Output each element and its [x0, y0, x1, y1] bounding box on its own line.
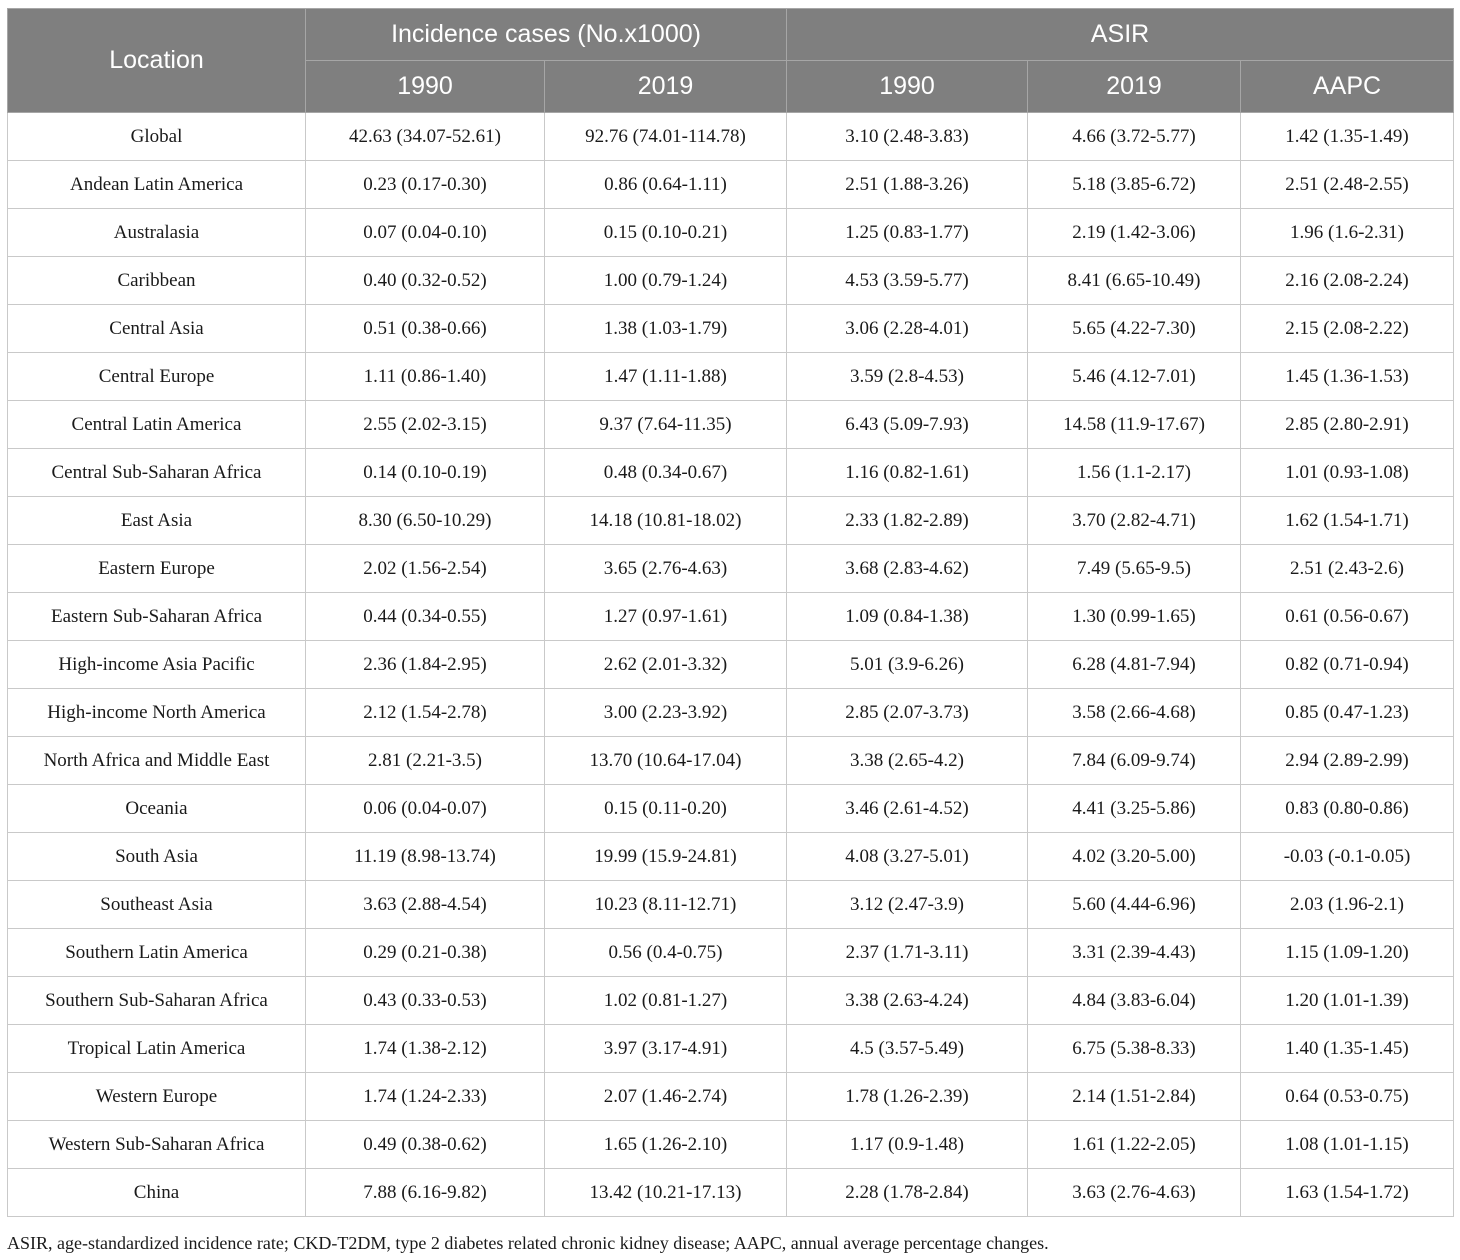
- aapc-cell: 1.42 (1.35-1.49): [1241, 113, 1454, 161]
- aapc-cell: 2.51 (2.43-2.6): [1241, 545, 1454, 593]
- table-header: [8, 9, 1454, 113]
- asir-1990-cell: 3.12 (2.47-3.9): [787, 881, 1028, 929]
- aapc-cell: 1.45 (1.36-1.53): [1241, 353, 1454, 401]
- incidence-2019-cell: 10.23 (8.11-12.71): [545, 881, 787, 929]
- incidence-2019-cell: 0.56 (0.4-0.75): [545, 929, 787, 977]
- aapc-cell: 2.15 (2.08-2.22): [1241, 305, 1454, 353]
- incidence-1990-cell: 2.12 (1.54-2.78): [306, 689, 545, 737]
- incidence-1990-cell: 3.63 (2.88-4.54): [306, 881, 545, 929]
- asir-2019-cell: 6.75 (5.38-8.33): [1028, 1025, 1241, 1073]
- incidence-2019-cell: 13.42 (10.21-17.13): [545, 1169, 787, 1217]
- asir-1990-cell: 3.59 (2.8-4.53): [787, 353, 1028, 401]
- table-row: [8, 881, 1454, 929]
- table-row: [8, 977, 1454, 1025]
- asir-2019-cell: 4.02 (3.20-5.00): [1028, 833, 1241, 881]
- table-body: [8, 113, 1454, 1217]
- incidence-1990-cell: 2.81 (2.21-3.5): [306, 737, 545, 785]
- location-cell: Oceania: [8, 785, 306, 833]
- location-cell: Southern Latin America: [8, 929, 306, 977]
- asir-1990-cell: 2.28 (1.78-2.84): [787, 1169, 1028, 1217]
- table-row: [8, 785, 1454, 833]
- header-asir-1990: 1990: [787, 61, 1028, 113]
- aapc-cell: 1.20 (1.01-1.39): [1241, 977, 1454, 1025]
- table-row: [8, 641, 1454, 689]
- asir-1990-cell: 3.68 (2.83-4.62): [787, 545, 1028, 593]
- incidence-2019-cell: 1.65 (1.26-2.10): [545, 1121, 787, 1169]
- location-cell: Western Sub-Saharan Africa: [8, 1121, 306, 1169]
- table-row: [8, 689, 1454, 737]
- table-row: [8, 545, 1454, 593]
- aapc-cell: 2.94 (2.89-2.99): [1241, 737, 1454, 785]
- asir-1990-cell: 2.85 (2.07-3.73): [787, 689, 1028, 737]
- incidence-2019-cell: 13.70 (10.64-17.04): [545, 737, 787, 785]
- aapc-cell: 2.51 (2.48-2.55): [1241, 161, 1454, 209]
- incidence-1990-cell: 0.14 (0.10-0.19): [306, 449, 545, 497]
- table-row: [8, 209, 1454, 257]
- incidence-1990-cell: 0.51 (0.38-0.66): [306, 305, 545, 353]
- incidence-2019-cell: 2.07 (1.46-2.74): [545, 1073, 787, 1121]
- location-cell: Central Europe: [8, 353, 306, 401]
- location-cell: High-income Asia Pacific: [8, 641, 306, 689]
- aapc-cell: 0.85 (0.47-1.23): [1241, 689, 1454, 737]
- incidence-1990-cell: 11.19 (8.98-13.74): [306, 833, 545, 881]
- header-aapc: AAPC: [1241, 61, 1454, 113]
- table-row: [8, 161, 1454, 209]
- incidence-1990-cell: 1.74 (1.24-2.33): [306, 1073, 545, 1121]
- table-footnote: ASIR, age-standardized incidence rate; CKD-T2DM, type 2 diabetes related chronic kidney disease; AAPC, annual average percentage changes.: [7, 1233, 1049, 1253]
- incidence-2019-cell: 1.38 (1.03-1.79): [545, 305, 787, 353]
- aapc-cell: 0.64 (0.53-0.75): [1241, 1073, 1454, 1121]
- asir-1990-cell: 1.17 (0.9-1.48): [787, 1121, 1028, 1169]
- incidence-1990-cell: 0.40 (0.32-0.52): [306, 257, 545, 305]
- location-cell: Caribbean: [8, 257, 306, 305]
- incidence-1990-cell: 1.11 (0.86-1.40): [306, 353, 545, 401]
- incidence-1990-cell: 0.23 (0.17-0.30): [306, 161, 545, 209]
- asir-1990-cell: 3.38 (2.63-4.24): [787, 977, 1028, 1025]
- asir-2019-cell: 4.84 (3.83-6.04): [1028, 977, 1241, 1025]
- incidence-1990-cell: 0.06 (0.04-0.07): [306, 785, 545, 833]
- location-cell: Global: [8, 113, 306, 161]
- asir-1990-cell: 3.38 (2.65-4.2): [787, 737, 1028, 785]
- asir-2019-cell: 3.58 (2.66-4.68): [1028, 689, 1241, 737]
- asir-2019-cell: 1.61 (1.22-2.05): [1028, 1121, 1241, 1169]
- asir-2019-cell: 4.66 (3.72-5.77): [1028, 113, 1241, 161]
- asir-2019-cell: 7.84 (6.09-9.74): [1028, 737, 1241, 785]
- asir-1990-cell: 1.09 (0.84-1.38): [787, 593, 1028, 641]
- aapc-cell: 1.01 (0.93-1.08): [1241, 449, 1454, 497]
- table-row: [8, 305, 1454, 353]
- table-row: [8, 593, 1454, 641]
- incidence-2019-cell: 0.86 (0.64-1.11): [545, 161, 787, 209]
- location-cell: High-income North America: [8, 689, 306, 737]
- asir-2019-cell: 3.70 (2.82-4.71): [1028, 497, 1241, 545]
- aapc-cell: 1.15 (1.09-1.20): [1241, 929, 1454, 977]
- incidence-2019-cell: 19.99 (15.9-24.81): [545, 833, 787, 881]
- asir-1990-cell: 3.06 (2.28-4.01): [787, 305, 1028, 353]
- table-row: [8, 401, 1454, 449]
- aapc-cell: 0.82 (0.71-0.94): [1241, 641, 1454, 689]
- header-row-groups: [8, 9, 1454, 61]
- incidence-table: [7, 8, 1454, 1217]
- asir-1990-cell: 6.43 (5.09-7.93): [787, 401, 1028, 449]
- header-incidence-group: Incidence cases (No.x1000): [306, 9, 787, 61]
- aapc-cell: 0.61 (0.56-0.67): [1241, 593, 1454, 641]
- table-row: [8, 737, 1454, 785]
- header-incidence-1990: 1990: [306, 61, 545, 113]
- location-cell: Tropical Latin America: [8, 1025, 306, 1073]
- location-cell: Southern Sub-Saharan Africa: [8, 977, 306, 1025]
- asir-2019-cell: 14.58 (11.9-17.67): [1028, 401, 1241, 449]
- aapc-cell: 0.83 (0.80-0.86): [1241, 785, 1454, 833]
- incidence-2019-cell: 3.00 (2.23-3.92): [545, 689, 787, 737]
- aapc-cell: 2.85 (2.80-2.91): [1241, 401, 1454, 449]
- asir-1990-cell: 3.46 (2.61-4.52): [787, 785, 1028, 833]
- aapc-cell: 2.16 (2.08-2.24): [1241, 257, 1454, 305]
- incidence-2019-cell: 0.15 (0.11-0.20): [545, 785, 787, 833]
- aapc-cell: -0.03 (-0.1-0.05): [1241, 833, 1454, 881]
- incidence-2019-cell: 2.62 (2.01-3.32): [545, 641, 787, 689]
- location-cell: Western Europe: [8, 1073, 306, 1121]
- location-cell: South Asia: [8, 833, 306, 881]
- aapc-cell: 2.03 (1.96-2.1): [1241, 881, 1454, 929]
- header-incidence-2019: 2019: [545, 61, 787, 113]
- incidence-2019-cell: 1.00 (0.79-1.24): [545, 257, 787, 305]
- table-row: [8, 353, 1454, 401]
- incidence-1990-cell: 2.55 (2.02-3.15): [306, 401, 545, 449]
- aapc-cell: 1.08 (1.01-1.15): [1241, 1121, 1454, 1169]
- incidence-1990-cell: 8.30 (6.50-10.29): [306, 497, 545, 545]
- table-row: [8, 257, 1454, 305]
- incidence-2019-cell: 3.65 (2.76-4.63): [545, 545, 787, 593]
- asir-2019-cell: 5.46 (4.12-7.01): [1028, 353, 1241, 401]
- incidence-2019-cell: 1.47 (1.11-1.88): [545, 353, 787, 401]
- incidence-1990-cell: 0.49 (0.38-0.62): [306, 1121, 545, 1169]
- table-row: [8, 1073, 1454, 1121]
- incidence-2019-cell: 14.18 (10.81-18.02): [545, 497, 787, 545]
- asir-1990-cell: 2.33 (1.82-2.89): [787, 497, 1028, 545]
- table-row: [8, 833, 1454, 881]
- asir-2019-cell: 2.14 (1.51-2.84): [1028, 1073, 1241, 1121]
- asir-1990-cell: 4.08 (3.27-5.01): [787, 833, 1028, 881]
- asir-2019-cell: 1.30 (0.99-1.65): [1028, 593, 1241, 641]
- asir-1990-cell: 4.5 (3.57-5.49): [787, 1025, 1028, 1073]
- table-row: [8, 449, 1454, 497]
- incidence-1990-cell: 42.63 (34.07-52.61): [306, 113, 545, 161]
- incidence-2019-cell: 1.27 (0.97-1.61): [545, 593, 787, 641]
- aapc-cell: 1.62 (1.54-1.71): [1241, 497, 1454, 545]
- asir-2019-cell: 2.19 (1.42-3.06): [1028, 209, 1241, 257]
- location-cell: Central Sub-Saharan Africa: [8, 449, 306, 497]
- location-cell: China: [8, 1169, 306, 1217]
- location-cell: Eastern Europe: [8, 545, 306, 593]
- incidence-2019-cell: 1.02 (0.81-1.27): [545, 977, 787, 1025]
- asir-2019-cell: 5.65 (4.22-7.30): [1028, 305, 1241, 353]
- asir-1990-cell: 1.25 (0.83-1.77): [787, 209, 1028, 257]
- asir-1990-cell: 1.78 (1.26-2.39): [787, 1073, 1028, 1121]
- asir-2019-cell: 4.41 (3.25-5.86): [1028, 785, 1241, 833]
- location-cell: Andean Latin America: [8, 161, 306, 209]
- asir-1990-cell: 2.51 (1.88-3.26): [787, 161, 1028, 209]
- asir-2019-cell: 3.63 (2.76-4.63): [1028, 1169, 1241, 1217]
- asir-2019-cell: 8.41 (6.65-10.49): [1028, 257, 1241, 305]
- location-cell: Southeast Asia: [8, 881, 306, 929]
- table-row: [8, 1169, 1454, 1217]
- incidence-2019-cell: 9.37 (7.64-11.35): [545, 401, 787, 449]
- incidence-2019-cell: 3.97 (3.17-4.91): [545, 1025, 787, 1073]
- header-asir-2019: 2019: [1028, 61, 1241, 113]
- incidence-1990-cell: 7.88 (6.16-9.82): [306, 1169, 545, 1217]
- incidence-2019-cell: 92.76 (74.01-114.78): [545, 113, 787, 161]
- aapc-cell: 1.96 (1.6-2.31): [1241, 209, 1454, 257]
- asir-2019-cell: 7.49 (5.65-9.5): [1028, 545, 1241, 593]
- table-row: [8, 1025, 1454, 1073]
- location-cell: Australasia: [8, 209, 306, 257]
- asir-2019-cell: 6.28 (4.81-7.94): [1028, 641, 1241, 689]
- asir-1990-cell: 3.10 (2.48-3.83): [787, 113, 1028, 161]
- asir-1990-cell: 4.53 (3.59-5.77): [787, 257, 1028, 305]
- incidence-1990-cell: 2.36 (1.84-2.95): [306, 641, 545, 689]
- asir-1990-cell: 2.37 (1.71-3.11): [787, 929, 1028, 977]
- header-location: Location: [8, 9, 306, 113]
- location-cell: Central Asia: [8, 305, 306, 353]
- incidence-1990-cell: 0.29 (0.21-0.38): [306, 929, 545, 977]
- table-row: [8, 497, 1454, 545]
- location-cell: East Asia: [8, 497, 306, 545]
- table-row: [8, 1121, 1454, 1169]
- incidence-1990-cell: 2.02 (1.56-2.54): [306, 545, 545, 593]
- aapc-cell: 1.40 (1.35-1.45): [1241, 1025, 1454, 1073]
- incidence-1990-cell: 0.43 (0.33-0.53): [306, 977, 545, 1025]
- asir-2019-cell: 5.60 (4.44-6.96): [1028, 881, 1241, 929]
- asir-2019-cell: 1.56 (1.1-2.17): [1028, 449, 1241, 497]
- table-row: [8, 929, 1454, 977]
- asir-1990-cell: 5.01 (3.9-6.26): [787, 641, 1028, 689]
- location-cell: North Africa and Middle East: [8, 737, 306, 785]
- header-asir-group: ASIR: [787, 9, 1454, 61]
- asir-2019-cell: 3.31 (2.39-4.43): [1028, 929, 1241, 977]
- incidence-1990-cell: 1.74 (1.38-2.12): [306, 1025, 545, 1073]
- aapc-cell: 1.63 (1.54-1.72): [1241, 1169, 1454, 1217]
- location-cell: Eastern Sub-Saharan Africa: [8, 593, 306, 641]
- incidence-1990-cell: 0.07 (0.04-0.10): [306, 209, 545, 257]
- asir-2019-cell: 5.18 (3.85-6.72): [1028, 161, 1241, 209]
- asir-1990-cell: 1.16 (0.82-1.61): [787, 449, 1028, 497]
- incidence-1990-cell: 0.44 (0.34-0.55): [306, 593, 545, 641]
- incidence-2019-cell: 0.48 (0.34-0.67): [545, 449, 787, 497]
- table-row: [8, 113, 1454, 161]
- location-cell: Central Latin America: [8, 401, 306, 449]
- incidence-2019-cell: 0.15 (0.10-0.21): [545, 209, 787, 257]
